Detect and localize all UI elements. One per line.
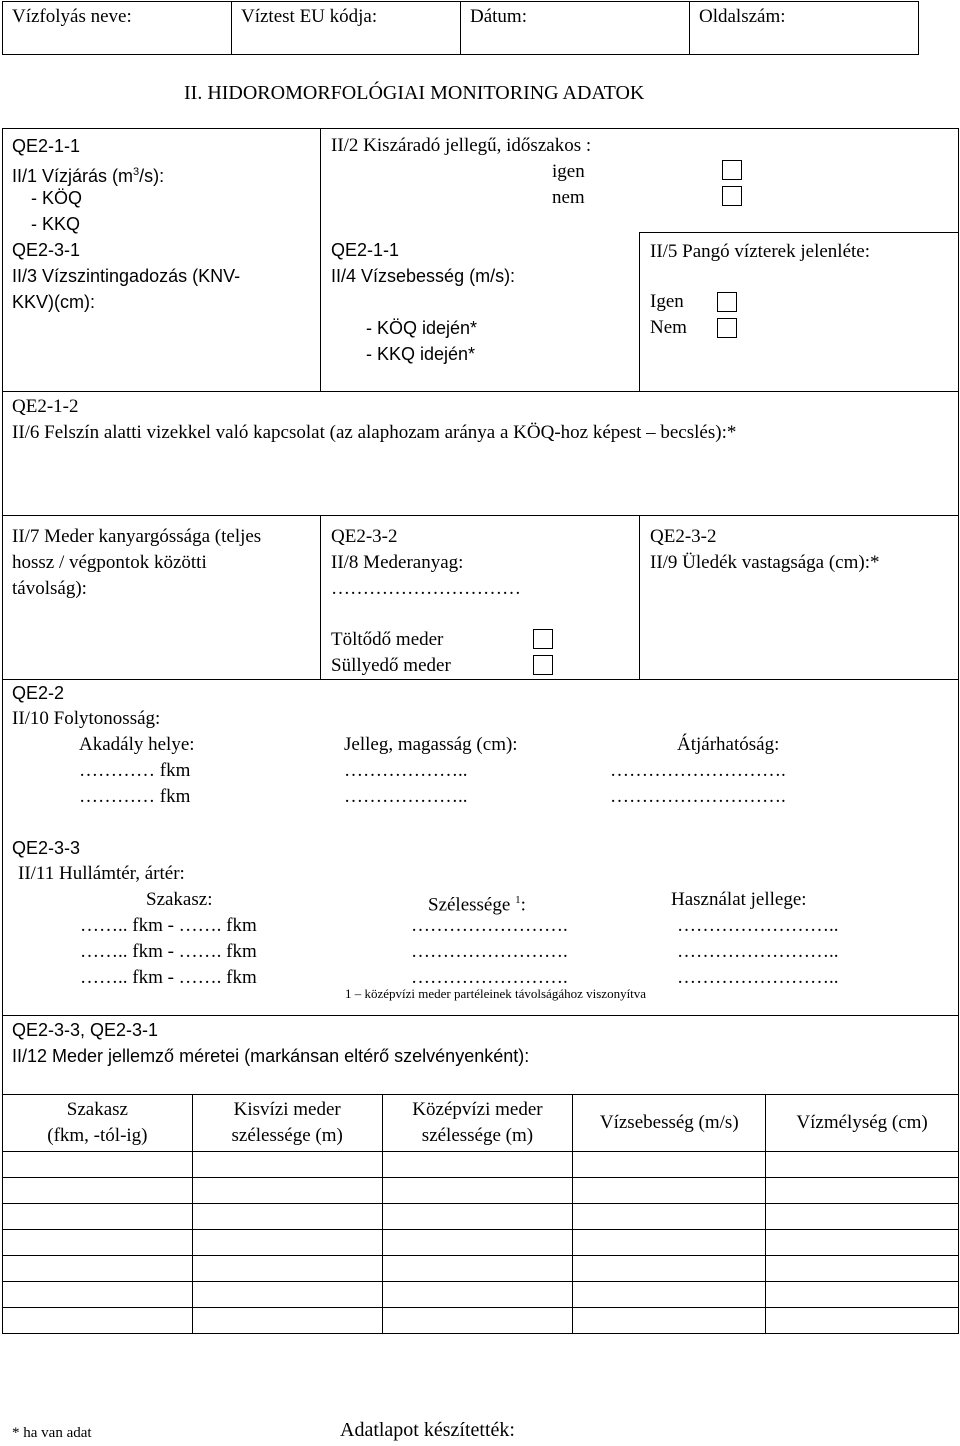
table-cell[interactable] [3, 1230, 193, 1256]
code-qe2-3-3-qe2-3-1: QE2-3-3, QE2-3-1 [12, 1020, 159, 1040]
col-header-vizsebesseg: Vízsebesség (m/s) [573, 1095, 766, 1152]
hasznalat-row-3: …………………….. [677, 967, 839, 988]
nem-checkbox[interactable] [722, 186, 742, 206]
label-jelleg-magassag: Jelleg, magasság (cm): [344, 734, 518, 755]
table-row [3, 1204, 959, 1230]
footer-note: * ha van adat [12, 1425, 92, 1441]
table-cell[interactable] [573, 1152, 766, 1178]
footer-prepared-by: Adatlapot készítették: [340, 1419, 515, 1441]
table-cell[interactable] [3, 1178, 193, 1204]
section-divider [320, 515, 321, 680]
table-cell[interactable] [3, 1256, 193, 1282]
table-cell[interactable] [382, 1178, 573, 1204]
field-label-stream-name: Vízfolyás neve: [12, 6, 132, 27]
col-header-kisvizi: Kisvízi meder szélessége (m) [192, 1095, 382, 1152]
toltodo-checkbox[interactable] [533, 629, 553, 649]
table-cell[interactable] [766, 1152, 959, 1178]
bed-dimensions-table [2, 1094, 959, 1334]
table-cell[interactable] [382, 1204, 573, 1230]
table-cell[interactable] [766, 1256, 959, 1282]
header-divider [460, 1, 461, 55]
table-cell[interactable] [766, 1204, 959, 1230]
igen-checkbox[interactable] [722, 160, 742, 180]
label-folytonossag: II/10 Folytonosság: [12, 708, 161, 729]
jelleg-row-1: ……………….. [344, 760, 468, 781]
label-vizsebesseg: II/4 Vízsebesség (m/s): [331, 266, 516, 286]
option-igen-label: igen [552, 161, 585, 182]
label-meder-kanyargossag-2: hossz / végpontok közötti [12, 552, 207, 573]
pango-igen-checkbox[interactable] [717, 292, 737, 312]
label-sullyedo-meder: Süllyedő meder [331, 655, 451, 676]
table-row [3, 1256, 959, 1282]
code-qe2-1-1: QE2-1-1 [12, 136, 81, 156]
szelesseg-row-1: ……………………. [411, 915, 568, 936]
label-mederanyag: II/8 Mederanyag: [331, 552, 464, 573]
table-row [3, 1230, 959, 1256]
szelesseg-row-3: ……………………. [411, 967, 568, 988]
col-header-vizmelyseg: Vízmélység (cm) [766, 1095, 959, 1152]
label-uledek-vastagsag: II/9 Üledék vastagsága (cm):* [650, 552, 880, 573]
section-groundwater [2, 391, 959, 516]
section-divider [320, 128, 321, 392]
table-cell[interactable] [382, 1230, 573, 1256]
label-szakasz: Szakasz: [146, 889, 213, 910]
option-nem-label-2: Nem [650, 317, 687, 338]
table-cell[interactable] [573, 1308, 766, 1334]
table-cell[interactable] [192, 1282, 382, 1308]
szakasz-row-3: …….. fkm - ……. fkm [80, 967, 257, 988]
table-cell[interactable] [766, 1308, 959, 1334]
code-qe2-1-1-b: QE2-1-1 [331, 240, 400, 260]
table-cell[interactable] [382, 1256, 573, 1282]
table-cell[interactable] [3, 1152, 193, 1178]
label-vizjaras: II/1 Vízjárás $(m^3/s)$: [12, 166, 165, 186]
field-label-page-number: Oldalszám: [699, 6, 786, 27]
hasznalat-row-2: …………………….. [677, 941, 839, 962]
table-header-row [3, 1095, 959, 1152]
jelleg-row-2: ……………….. [344, 786, 468, 807]
field-label-water-body-code: Víztest EU kódja: [241, 6, 378, 27]
table-cell[interactable] [192, 1230, 382, 1256]
section-divider [639, 515, 640, 680]
akadaly-row-2: ………… fkm [79, 786, 191, 807]
table-cell[interactable] [192, 1204, 382, 1230]
code-qe2-2: QE2-2 [12, 683, 65, 703]
table-cell[interactable] [192, 1256, 382, 1282]
table-cell[interactable] [3, 1204, 193, 1230]
section-divider [639, 232, 640, 392]
hasznalat-row-1: …………………….. [677, 915, 839, 936]
label-hullamter: II/11 Hullámtér, ártér: [18, 863, 185, 884]
table-cell[interactable] [3, 1308, 193, 1334]
table-cell[interactable] [382, 1282, 573, 1308]
field-label-date: Dátum: [470, 6, 527, 27]
option-igen-label-2: Igen [650, 291, 684, 312]
label-vizszintingadozas: II/3 Vízszintingadozás (KNV- [12, 266, 241, 286]
header-divider [231, 1, 232, 55]
sullyedo-checkbox[interactable] [533, 655, 553, 675]
table-cell[interactable] [766, 1282, 959, 1308]
label-koq-idejen: - KÖQ idején* [366, 318, 478, 338]
section-divider [639, 232, 959, 233]
code-qe2-3-1: QE2-3-1 [12, 240, 81, 260]
code-qe2-3-2-b: QE2-3-2 [650, 526, 717, 547]
label-meder-kanyargossag-3: távolság): [12, 578, 87, 599]
table-cell[interactable] [573, 1282, 766, 1308]
table-cell[interactable] [573, 1256, 766, 1282]
col-header-szakasz: Szakasz (fkm, -tól-ig) [3, 1095, 193, 1152]
label-pango-vizterek: II/5 Pangó vízterek jelenléte: [650, 241, 870, 262]
label-toltodo-meder: Töltődő meder [331, 629, 444, 650]
table-cell[interactable] [192, 1152, 382, 1178]
label-vizszintingadozas-cont: KKV)(cm): [12, 292, 95, 312]
footnote-szelesseg: 1 – középvízi meder partéleinek távolságához viszonyítva [345, 986, 647, 1001]
code-qe2-1-2: QE2-1-2 [12, 396, 79, 417]
table-cell[interactable] [192, 1308, 382, 1334]
option-nem-label: nem [552, 187, 585, 208]
mederanyag-dots: ………………………… [331, 578, 521, 599]
label-meder-kanyargossag: II/7 Meder kanyargóssága (teljes [12, 526, 262, 547]
header-divider [689, 1, 690, 55]
table-cell[interactable] [766, 1230, 959, 1256]
table-cell[interactable] [382, 1308, 573, 1334]
label-kiszarado: II/2 Kiszáradó jellegű, időszakos : [331, 135, 592, 156]
szakasz-row-2: …….. fkm - ……. fkm [80, 941, 257, 962]
label-szelessege: Szélessége $^1$: [428, 894, 526, 916]
table-cell[interactable] [573, 1204, 766, 1230]
col-header-kozepvizi: Középvízi meder szélessége (m) [382, 1095, 573, 1152]
code-qe2-3-2: QE2-3-2 [331, 526, 398, 547]
szakasz-row-1: …….. fkm - ……. fkm [80, 915, 257, 936]
code-qe2-3-3: QE2-3-3 [12, 838, 81, 858]
label-kkq: - KKQ [31, 214, 81, 234]
table-cell[interactable] [3, 1282, 193, 1308]
page-title: II. HIDOROMORFOLÓGIAI MONITORING ADATOK [184, 82, 645, 104]
table-cell[interactable] [382, 1152, 573, 1178]
table-row [3, 1308, 959, 1334]
table-cell[interactable] [573, 1230, 766, 1256]
table-cell[interactable] [573, 1178, 766, 1204]
atjar-row-1: ………………………. [610, 760, 786, 781]
szelesseg-row-2: ……………………. [411, 941, 568, 962]
table-cell[interactable] [766, 1178, 959, 1204]
label-hasznalat-jellege: Használat jellege: [671, 889, 807, 910]
atjar-row-2: ………………………. [610, 786, 786, 807]
label-meder-meretei: II/12 Meder jellemző méretei (markánsan eltérő szelvényenként): [12, 1046, 530, 1066]
table-row [3, 1282, 959, 1308]
pango-nem-checkbox[interactable] [717, 318, 737, 338]
akadaly-row-1: ………… fkm [79, 760, 191, 781]
label-kkq-idejen: - KKQ idején* [366, 344, 476, 364]
table-row [3, 1152, 959, 1178]
label-atjarhatosag: Átjárhatóság: [677, 734, 780, 755]
table-cell[interactable] [192, 1178, 382, 1204]
label-felszin-alatti: II/6 Felszín alatti vizekkel való kapcsolat (az alaphozam aránya a KÖQ-hoz képest – becslés):* [12, 422, 737, 443]
label-akadaly-helye: Akadály helye: [79, 734, 195, 755]
table-row [3, 1178, 959, 1204]
label-koq: - KÖQ [31, 188, 83, 208]
